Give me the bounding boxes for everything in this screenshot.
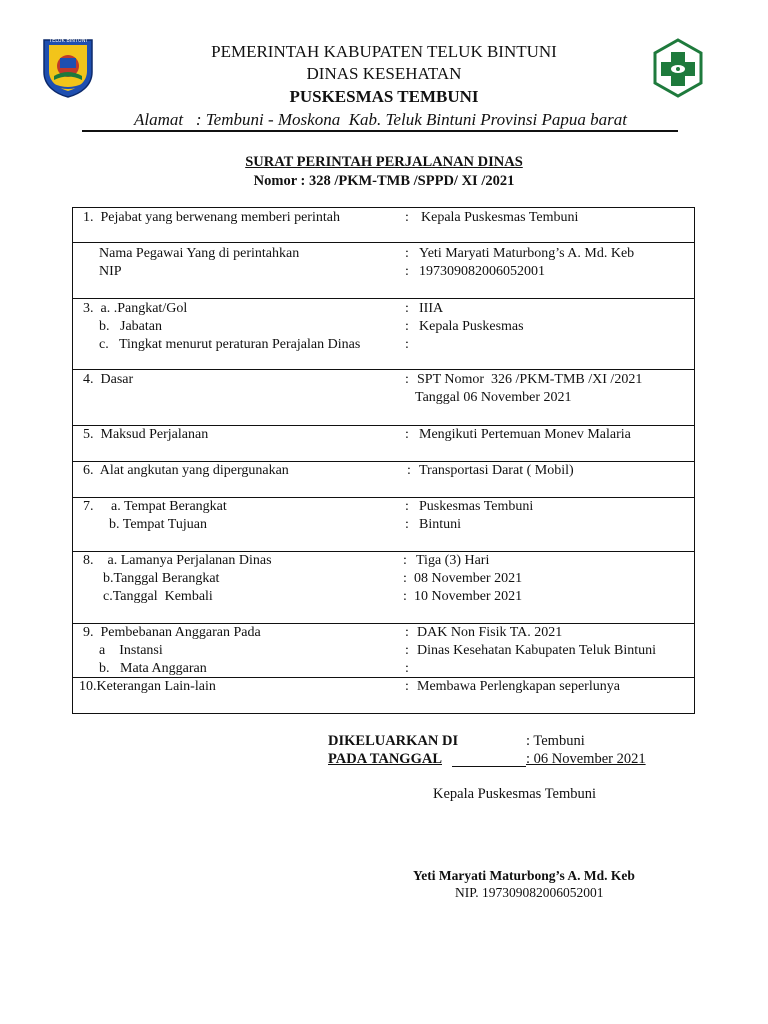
row3a-label: 3. a. .Pangkat/Gol — [83, 301, 188, 316]
row3b-sep: : — [405, 319, 409, 334]
row6-value: Transportasi Darat ( Mobil) — [419, 463, 574, 478]
travel-order-table — [72, 207, 695, 714]
row9b-label: b. Mata Anggaran — [99, 661, 207, 676]
row8a-value: Tiga (3) Hari — [416, 553, 490, 568]
row1-label: 1. Pejabat yang berwenang memberi perintah — [83, 210, 340, 225]
emblem-caption: TELUK BINTUNI — [49, 38, 87, 44]
header-institution: PUSKESMAS TEMBUNI — [289, 87, 479, 106]
row1-sep: : — [405, 210, 409, 225]
row3c-sep: : — [405, 337, 409, 352]
row4-value: SPT Nomor 326 /PKM-TMB /XI /2021 — [417, 372, 643, 387]
row7a-sep: : — [405, 499, 409, 514]
row4-sep: : — [405, 372, 409, 387]
row2-nip-sep: : — [405, 264, 409, 279]
header-government: PEMERINTAH KABUPATEN TELUK BINTUNI — [211, 42, 557, 61]
row7b-value: Bintuni — [419, 517, 462, 532]
row10-label: 10.Keterangan Lain-lain — [79, 679, 216, 694]
issued-at-label: DIKELUARKAN DI — [328, 733, 459, 749]
row8a-label: 8. a. Lamanya Perjalanan Dinas — [83, 553, 272, 568]
document-number: Nomor : 328 /PKM-TMB /SPPD/ XI /2021 — [253, 173, 515, 189]
row10-value: Membawa Perlengkapan seperlunya — [417, 679, 620, 694]
signer-position: Kepala Puskesmas Tembuni — [433, 786, 597, 802]
row5-sep: : — [405, 427, 409, 442]
row6-label: 6. Alat angkutan yang dipergunakan — [83, 463, 289, 478]
row9-sep: : — [405, 625, 409, 640]
row2-nip-label: NIP — [99, 264, 122, 279]
row9b-sep: : — [405, 661, 409, 676]
row8c-value: 10 November 2021 — [414, 589, 523, 604]
row1-value: Kepala Puskesmas Tembuni — [421, 210, 579, 225]
header-address: Alamat : Tembuni - Moskona Kab. Teluk Bintuni Provinsi Papua barat — [134, 110, 627, 129]
row4-label: 4. Dasar — [83, 372, 134, 387]
row5-label: 5. Maksud Perjalanan — [83, 427, 209, 442]
row4-value-date: Tanggal 06 November 2021 — [415, 390, 572, 405]
row8c-sep: : — [403, 589, 407, 604]
row7a-label: 7. a. Tempat Berangkat — [83, 499, 227, 514]
row3b-label: b. Jabatan — [99, 319, 162, 334]
signer-name: Yeti Maryati Maturbong’s A. Md. Keb — [413, 868, 635, 883]
row9-label: 9. Pembebanan Anggaran Pada — [83, 625, 261, 640]
issued-at-value: : Tembuni — [526, 733, 585, 749]
row2-label: Nama Pegawai Yang di perintahkan — [99, 246, 300, 261]
row-divider — [73, 298, 694, 299]
row2-sep: : — [405, 246, 409, 261]
row9-value: DAK Non Fisik TA. 2021 — [417, 625, 563, 640]
row6-sep: : — [407, 463, 411, 478]
row9a-sep: : — [405, 643, 409, 658]
issued-date-label: PADA TANGGAL — [328, 751, 442, 767]
document-title: SURAT PERINTAH PERJALANAN DINAS — [245, 154, 523, 170]
row8b-sep: : — [403, 571, 407, 586]
issued-date-value: : 06 November 2021 — [526, 751, 646, 767]
row3c-label: c. Tingkat menurut peraturan Perajalan Dinas — [99, 337, 361, 352]
row7b-label: b. Tempat Tujuan — [109, 517, 207, 532]
row-divider — [73, 369, 694, 370]
row8b-value: 08 November 2021 — [414, 571, 523, 586]
row2-nip-value: 197309082006052001 — [419, 264, 545, 279]
row3b-value: Kepala Puskesmas — [419, 319, 524, 334]
row8b-label: b.Tanggal Berangkat — [103, 571, 220, 586]
row8c-label: c.Tanggal Kembali — [103, 589, 213, 604]
header-department: DINAS KESEHATAN — [306, 64, 462, 83]
row9a-value: Dinas Kesehatan Kabupaten Teluk Bintuni — [417, 643, 657, 658]
row7b-sep: : — [405, 517, 409, 532]
signer-nip: NIP. 197309082006052001 — [455, 885, 604, 900]
row2-value: Yeti Maryati Maturbong’s A. Md. Keb — [419, 246, 635, 261]
row3a-sep: : — [405, 301, 409, 316]
row10-sep: : — [405, 679, 409, 694]
row5-value: Mengikuti Pertemuan Monev Malaria — [419, 427, 631, 442]
row-divider — [73, 242, 694, 243]
row7a-value: Puskesmas Tembuni — [419, 499, 534, 514]
date-underline — [452, 766, 526, 767]
row3a-value: IIIA — [419, 301, 444, 316]
row9a-label: a Instansi — [99, 643, 163, 658]
row8a-sep: : — [403, 553, 407, 568]
header-divider — [82, 130, 678, 132]
